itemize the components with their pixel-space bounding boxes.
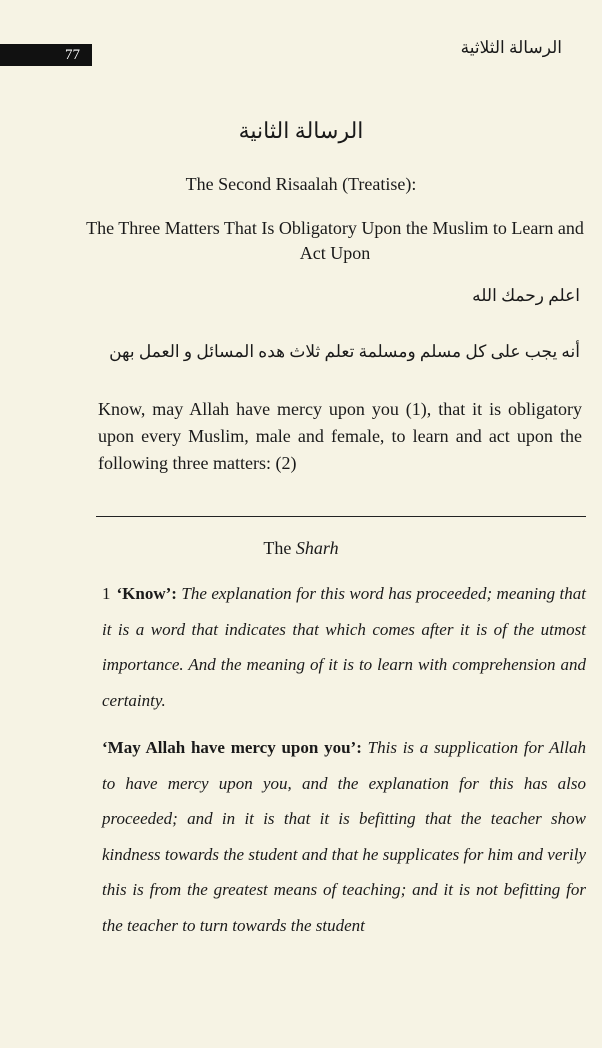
english-title: The Second Risaalah (Treatise): xyxy=(185,174,417,194)
arabic-text-line2: أنه يجب على كل مسلم ومسلمة تعلم ثلاث هده المسائل و العمل بهن xyxy=(109,342,580,361)
sharh-heading-prefix: The xyxy=(263,538,292,558)
section-divider xyxy=(96,516,586,517)
note-text: The explanation for this word has proceeded; meaning that it is a word that indicates that which comes after it is of the utmost importance. And the meaning of it is to learn with comprehension and certainty. xyxy=(102,584,587,710)
arabic-text-line1: اعلم رحمك الله xyxy=(472,286,580,305)
note-number: 1 xyxy=(102,584,111,603)
note-mercy xyxy=(102,730,586,943)
running-title: الرسالة الثلاثية xyxy=(460,38,562,57)
note-lead: ‘May Allah have mercy upon you’: xyxy=(102,738,362,757)
arabic-title: الرسالة الثانية xyxy=(238,118,364,143)
english-translation-paragraph: Know, may Allah have mercy upon you (1), that it is obligatory upon every Muslim, male and female, to learn and act upon the following three matters: (2) xyxy=(98,399,582,473)
sharh-heading-italic: Sharh xyxy=(295,538,339,558)
english-subtitle: The Three Matters That Is Obligatory Upon the Muslim to Learn and Act Upon xyxy=(86,218,584,263)
note-text: This is a supplication for Allah to have mercy upon you, and the explanation for this has also proceeded; and in it is that it is befitting that the teacher show kindness towards the student and that he supplicates for him and verily this is from the greatest means of teaching; and it is not befitting for the teacher to turn towards the student xyxy=(102,738,587,935)
page-number: 77 xyxy=(65,46,80,63)
note-know xyxy=(102,576,586,718)
note-lead: ‘Know’: xyxy=(116,584,177,603)
page-number-bar xyxy=(0,44,92,66)
sharh-heading xyxy=(0,538,602,559)
